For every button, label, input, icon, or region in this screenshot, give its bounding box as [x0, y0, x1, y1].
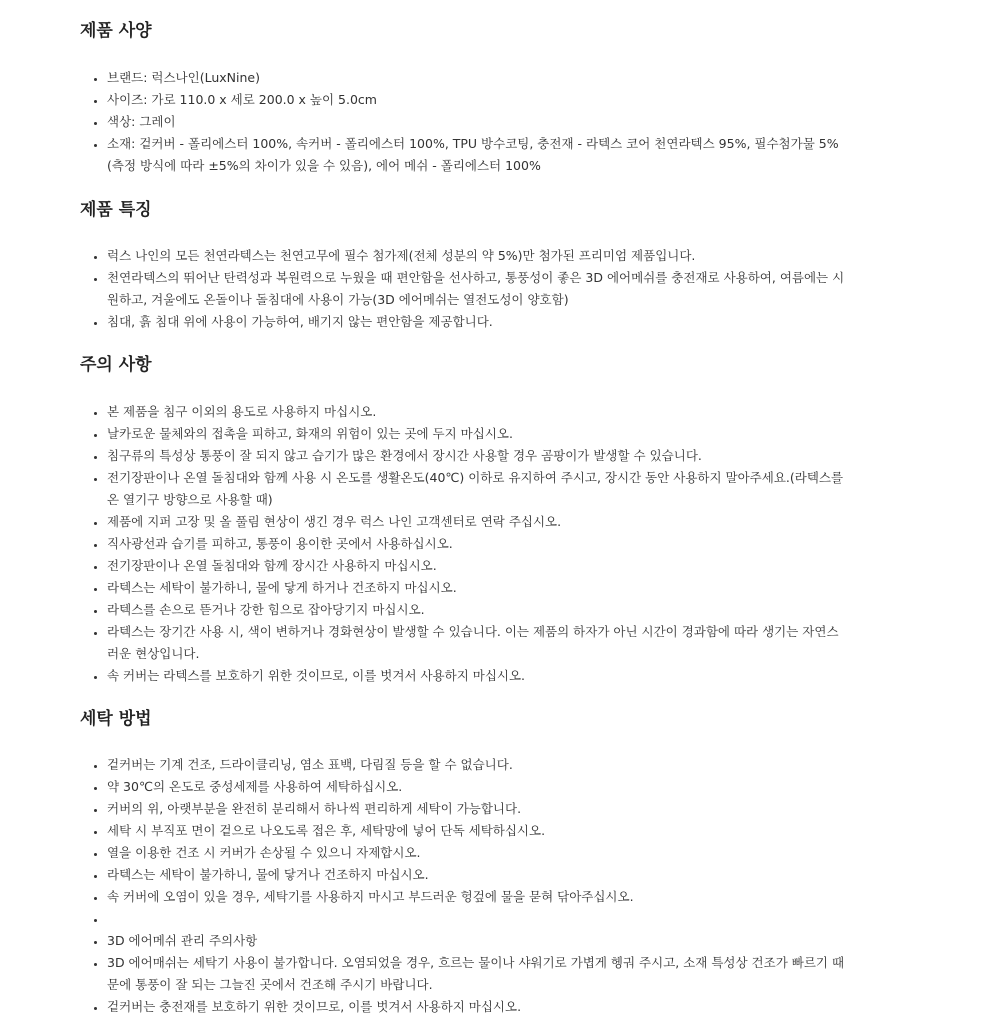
list-item: • 라텍스는 세탁이 불가하니, 물에 닿게 하거나 건조하지 마십시오. — [107, 577, 849, 599]
list-item: • 라텍스는 세탁이 불가하니, 물에 닿거나 건조하지 마십시오. — [107, 864, 849, 886]
list-item: • 침대, 흙 침대 위에 사용이 가능하여, 배기지 않는 편안함을 제공합니다. — [107, 311, 849, 333]
cautions-heading: 주의 사항 — [80, 355, 152, 375]
list-item: • 전기장판이나 온열 돌침대와 함께 장시간 사용하지 마십시오. — [107, 555, 849, 577]
list-item: • 겉커버는 충전재를 보호하기 위한 것이므로, 이를 벗겨서 사용하지 마십시오. — [107, 996, 849, 1018]
features-heading: 제품 특징 — [80, 200, 152, 220]
list-item: • 세탁 시 부직포 면이 겉으로 나오도록 접은 후, 세탁망에 넣어 단독 세탁하십시오. — [107, 820, 849, 842]
list-item: • 침구류의 특성상 통풍이 잘 되지 않고 습기가 많은 환경에서 장시간 사용할 경우 곰팡이가 발생할 수 있습니다. — [107, 445, 849, 467]
list-item: • 속 커버는 라텍스를 보호하기 위한 것이므로, 이를 벗겨서 사용하지 마십시오. — [107, 665, 849, 687]
list-item: • 날카로운 물체와의 접촉을 피하고, 화재의 위험이 있는 곳에 두지 마십시오. — [107, 423, 849, 445]
spec-size: • 사이즈: 가로 110.0 x 세로 200.0 x 높이 5.0cm — [107, 89, 849, 111]
spec-color: • 색상: 그레이 — [107, 111, 849, 133]
specs-list — [80, 67, 1000, 177]
list-item: • 전기장판이나 온열 돌침대와 함께 사용 시 온도를 생활온도(40℃) 이하로 유지하여 주시고, 장시간 동안 사용하지 말아주세요.(라텍스를 온 열기구 방향으로 사용할 때) — [107, 467, 849, 511]
list-item: • 럭스 나인의 모든 천연라텍스는 천연고무에 필수 첨가제(전체 성분의 약 5%)만 첨가된 프리미엄 제품입니다. — [107, 245, 849, 267]
cautions-list — [80, 401, 1000, 687]
list-item: • 천연라텍스의 뛰어난 탄력성과 복원력으로 누웠을 때 편안함을 선사하고, 통풍성이 좋은 3D 에어메쉬를 충전재로 사용하여, 여름에는 시원하고, 겨울에도 온돌이나 돌침대에 사용이 가능(3D 에어메쉬는 열전도성이 양호함) — [107, 267, 849, 311]
features-section — [80, 197, 1000, 333]
list-item: • 열을 이용한 건조 시 커버가 손상될 수 있으니 자제합시오. — [107, 842, 849, 864]
features-list — [80, 245, 1000, 333]
list-item: • 커버의 위, 아랫부분을 완전히 분리해서 하나씩 편리하게 세탁이 가능합니다. — [107, 798, 849, 820]
specs-heading: 제품 사양 — [80, 21, 152, 41]
list-item: • 라텍스는 장기간 사용 시, 색이 변하거나 경화현상이 발생할 수 있습니다. 이는 제품의 하자가 아닌 시간이 경과함에 따라 생기는 자연스러운 현상입니다. — [107, 621, 849, 665]
list-item: • 제품에 지퍼 고장 및 올 풀림 현상이 생긴 경우 럭스 나인 고객센터로 연락 주십시오. — [107, 511, 849, 533]
empty-list-item — [107, 908, 849, 930]
list-item: • 겉커버는 기계 건조, 드라이클리닝, 염소 표백, 다림질 등을 할 수 없습니다. — [107, 754, 849, 776]
specs-section — [80, 18, 1000, 177]
list-item: • 속 커버에 오염이 있을 경우, 세탁기를 사용하지 마시고 부드러운 헝겊에 물을 묻혀 닦아주십시오. — [107, 886, 849, 908]
list-item: • 약 30℃의 온도로 중성세제를 사용하여 세탁하십시오. — [107, 776, 849, 798]
washing-section — [80, 706, 1000, 1018]
list-item: • 본 제품을 침구 이외의 용도로 사용하지 마십시오. — [107, 401, 849, 423]
washing-list — [80, 754, 1000, 1018]
spec-brand: • 브랜드: 럭스나인(LuxNine) — [107, 67, 849, 89]
list-item: • 3D 에어매쉬는 세탁기 사용이 불가합니다. 오염되었을 경우, 흐르는 물이나 샤워기로 가볍게 헹궈 주시고, 소재 특성상 건조가 빠르기 때문에 통풍이 잘 되는 그늘진 곳에서 건조해 주시기 바랍니다. — [107, 952, 849, 996]
spec-material: • 소재: 겉커버 - 폴리에스터 100%, 속커버 - 폴리에스터 100%, TPU 방수코팅, 충전재 - 라텍스 코어 천연라텍스 95%, 필수첨가물 5% (측정 방식에 따라 ±5%의 차이가 있을 수 있음), 에어 메쉬 - 폴리에스터 100% — [107, 133, 849, 177]
washing-heading: 세탁 방법 — [80, 709, 152, 729]
air-mesh-care-title: • 3D 에어메쉬 관리 주의사항 — [107, 930, 849, 952]
list-item: • 직사광선과 습기를 피하고, 통풍이 용이한 곳에서 사용하십시오. — [107, 533, 849, 555]
list-item: • 라텍스를 손으로 뜯거나 강한 힘으로 잡아당기지 마십시오. — [107, 599, 849, 621]
cautions-section — [80, 352, 1000, 687]
